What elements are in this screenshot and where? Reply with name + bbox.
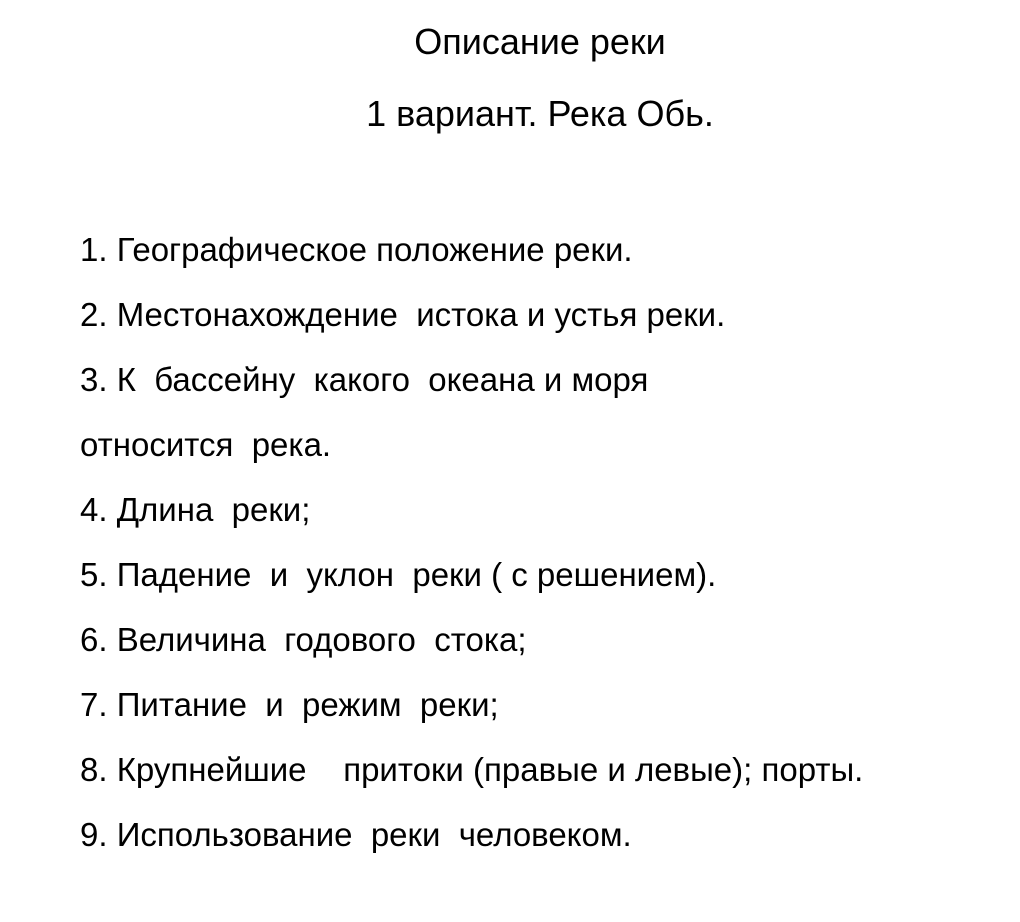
- list-item-7: 7. Питание и режим реки;: [80, 686, 499, 723]
- list-item-2: 2. Местонахождение истока и устья реки.: [80, 296, 726, 333]
- list-item-6: 6. Величина годового стока;: [80, 621, 527, 658]
- document-title: Описание реки: [414, 21, 666, 62]
- list-item-3: 3. К бассейну какого океана и моря: [80, 361, 649, 398]
- river-description-list: [80, 230, 863, 880]
- list-item-5: 5. Падение и уклон реки ( с решением).: [80, 556, 717, 593]
- list-item-8: 8. Крупнейшие притоки (правые и левые); порты.: [80, 751, 864, 788]
- list-item-3-continuation: относится река.: [80, 426, 332, 463]
- document-subtitle: 1 вариант. Река Обь.: [366, 93, 714, 134]
- list-item-4: 4. Длина реки;: [80, 491, 311, 528]
- list-item-1: 1. Географическое положение реки.: [80, 231, 633, 268]
- list-item-9: 9. Использование реки человеком.: [80, 816, 632, 853]
